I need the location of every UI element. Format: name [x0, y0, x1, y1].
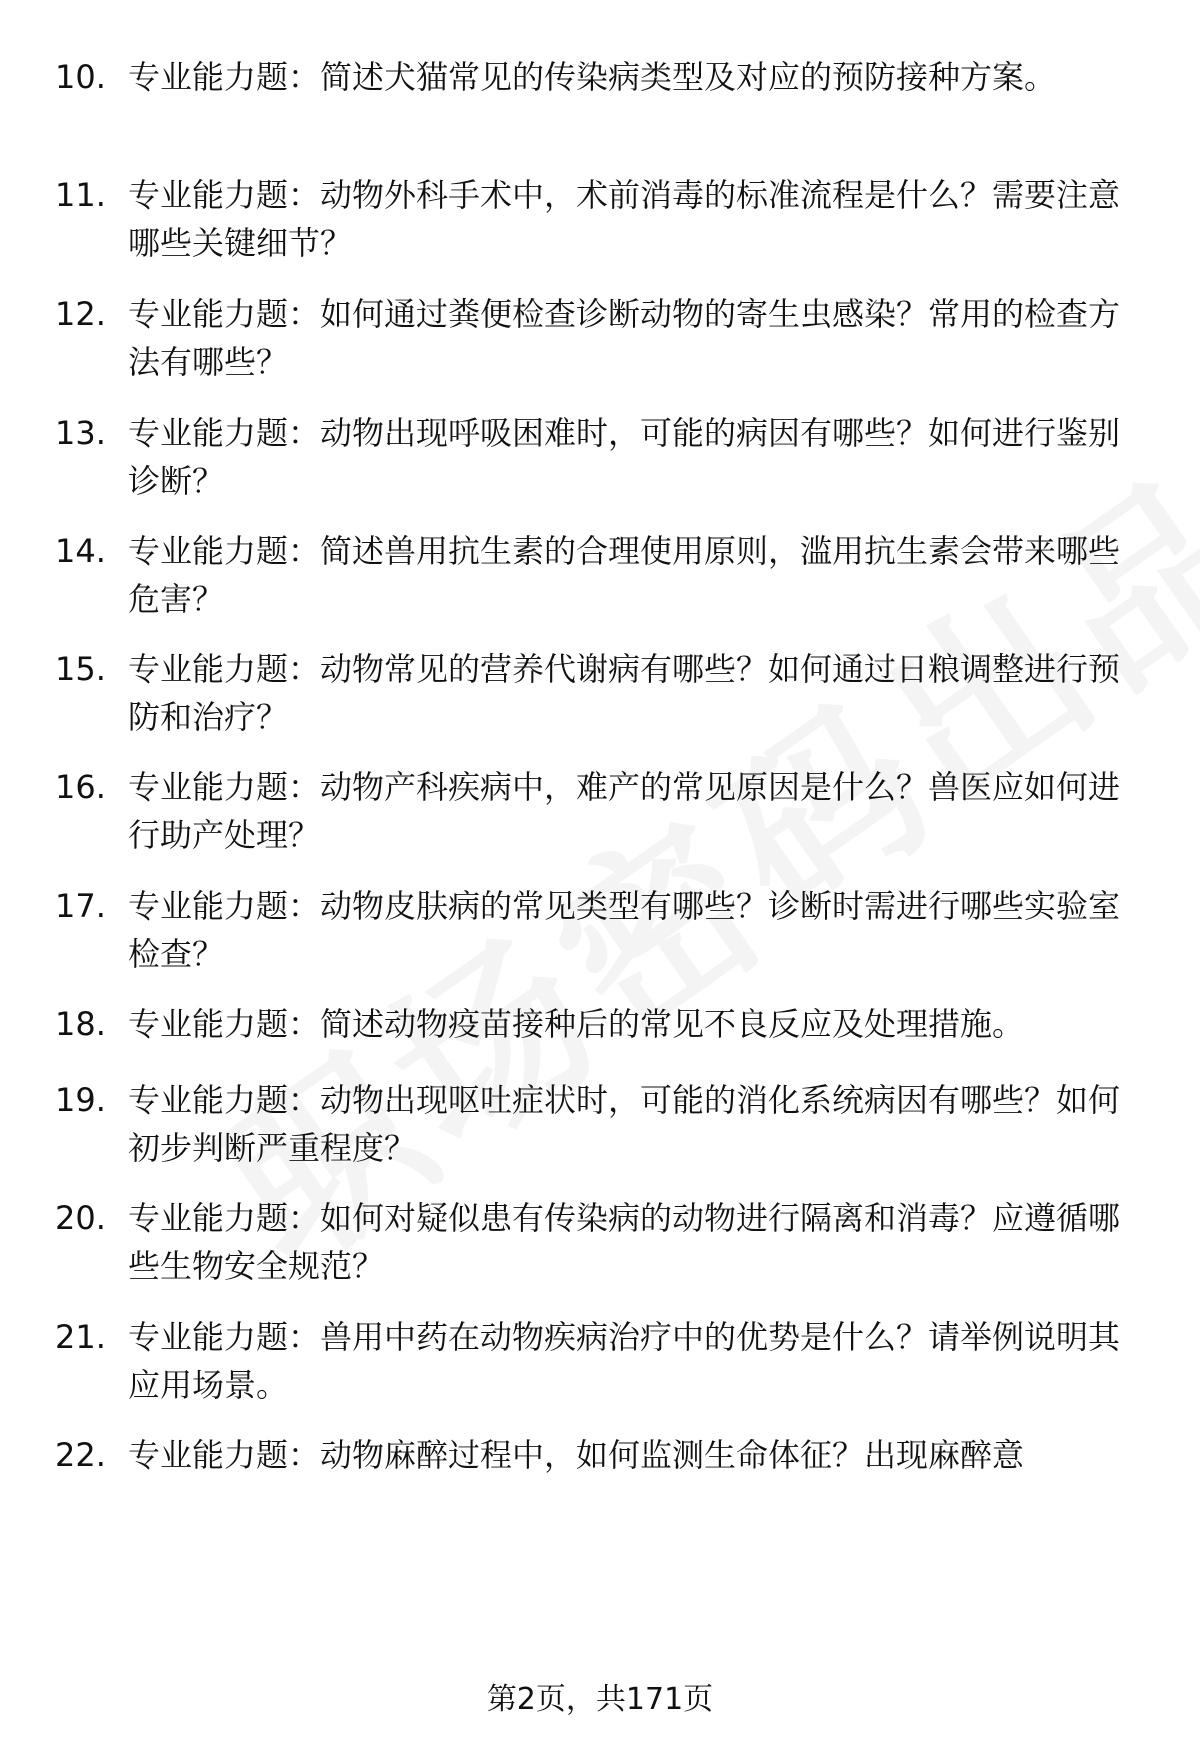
question-item: [55, 1431, 1145, 1527]
question-text: 专业能力题：动物麻醉过程中，如何监测生命体征？出现麻醉意: [128, 1436, 1025, 1474]
question-item: [55, 290, 1145, 386]
question-text: 专业能力题：如何对疑似患有传染病的动物进行隔离和消毒？应遵循哪些生物安全规范？: [128, 1199, 1121, 1285]
question-item: [55, 53, 1145, 149]
question-text: 专业能力题：简述兽用抗生素的合理使用原则，滥用抗生素会带来哪些危害？: [128, 532, 1121, 618]
question-number: 14.: [55, 532, 106, 570]
question-number: 15.: [55, 650, 106, 688]
question-number: 21.: [55, 1318, 106, 1356]
question-number: 18.: [55, 1005, 106, 1043]
question-item: [55, 763, 1145, 859]
question-number: 12.: [55, 295, 106, 333]
question-text: 专业能力题：动物产科疾病中，难产的常见原因是什么？兽医应如何进行助产处理？: [128, 768, 1121, 854]
question-text: 专业能力题：动物出现呕吐症状时，可能的消化系统病因有哪些？如何初步判断严重程度？: [128, 1081, 1121, 1167]
question-text: 专业能力题：简述动物疫苗接种后的常见不良反应及处理措施。: [128, 1005, 1025, 1043]
question-number: 13.: [55, 414, 106, 452]
question-number: 22.: [55, 1436, 106, 1474]
question-item: [55, 171, 1145, 267]
question-number: 17.: [55, 887, 106, 925]
question-item: [55, 409, 1145, 505]
question-text: 专业能力题：如何通过粪便检查诊断动物的寄生虫感染？常用的检查方法有哪些？: [128, 295, 1121, 381]
question-number: 11.: [55, 176, 106, 214]
question-text: 专业能力题：动物皮肤病的常见类型有哪些？诊断时需进行哪些实验室检查？: [128, 887, 1121, 973]
question-text: 专业能力题：动物出现呼吸困难时，可能的病因有哪些？如何进行鉴别诊断？: [128, 414, 1121, 500]
question-text: 专业能力题：兽用中药在动物疾病治疗中的优势是什么？请举例说明其应用场景。: [128, 1318, 1121, 1404]
question-text: 专业能力题：动物常见的营养代谢病有哪些？如何通过日粮调整进行预防和治疗？: [128, 650, 1121, 736]
question-text: 专业能力题：动物外科手术中，术前消毒的标准流程是什么？需要注意哪些关键细节？: [128, 176, 1121, 262]
question-item: [55, 645, 1145, 741]
question-item: [55, 1076, 1145, 1172]
question-number: 19.: [55, 1081, 106, 1119]
question-item: [55, 527, 1145, 623]
question-number: 10.: [55, 58, 106, 96]
question-number: 16.: [55, 768, 106, 806]
question-item: [55, 1313, 1145, 1409]
page-number: 第2页，共171页: [486, 1682, 714, 1717]
question-number: 20.: [55, 1199, 106, 1237]
question-text: 专业能力题：简述犬猫常见的传染病类型及对应的预防接种方案。: [128, 58, 1057, 96]
question-item: [55, 882, 1145, 978]
question-item: [55, 1194, 1145, 1290]
